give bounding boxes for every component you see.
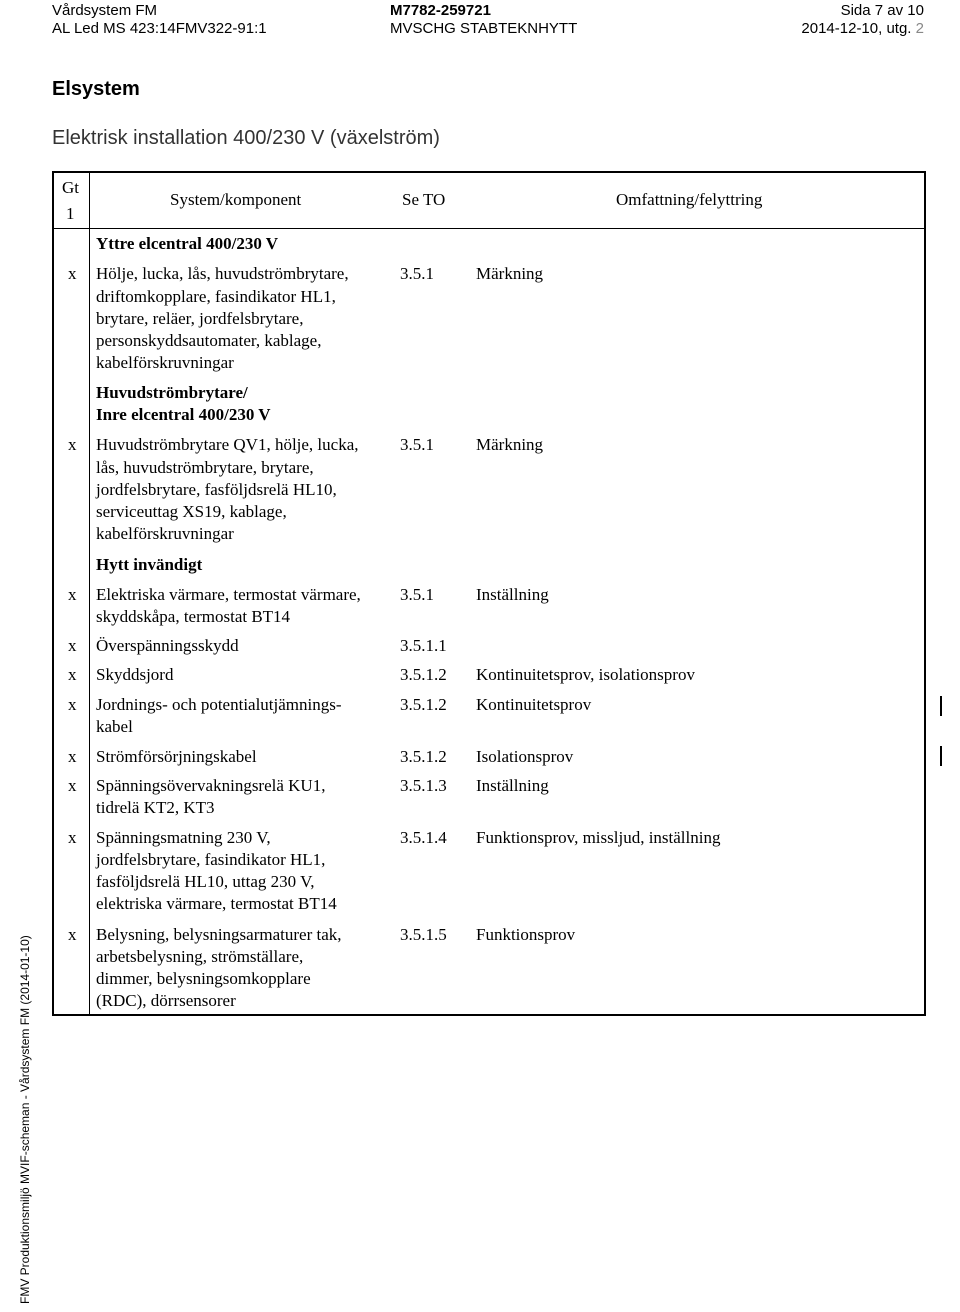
section-heading: Inre elcentral 400/230 V [96, 405, 271, 424]
revision-bar [940, 746, 942, 766]
section-heading: Huvudströmbrytare/ [96, 383, 248, 402]
column-header-gt: Gt [62, 178, 79, 197]
row-component: kabelförskruvningar [96, 353, 234, 372]
row-scope: Märkning [476, 435, 544, 454]
row-mark: x [68, 828, 77, 847]
row-to-reference: 3.5.1.5 [400, 925, 447, 944]
row-component: brytare, reläer, jordfelsbrytare, [96, 309, 304, 328]
sidebar-production-note: FMV Produktionsmiljö MVIF-scheman - Vårdsystem FM (2014-01-10) [18, 935, 32, 1304]
row-component: fasföljdsrelä HL10, uttag 230 V, [96, 872, 315, 891]
row-component: Spänningsövervakningsrelä KU1, [96, 776, 326, 795]
header-date-edition [801, 20, 924, 38]
row-component: (RDC), dörrsensorer [96, 991, 236, 1010]
column-header-scope: Omfattning/felyttring [616, 190, 763, 209]
row-scope: Inställning [476, 585, 549, 604]
row-component: serviceuttag XS19, kablage, [96, 502, 287, 521]
row-component: driftomkopplare, fasindikator HL1, [96, 287, 336, 306]
row-mark: x [68, 636, 77, 655]
row-scope: Märkning [476, 264, 544, 283]
row-scope: Funktionsprov, missljud, inställning [476, 828, 721, 847]
row-scope: Inställning [476, 776, 549, 795]
row-component: personskyddsautomater, kablage, [96, 331, 322, 350]
column-header-gt-number: 1 [66, 204, 75, 223]
row-component: skyddskåpa, termostat BT14 [96, 607, 291, 626]
row-to-reference: 3.5.1.2 [400, 665, 447, 684]
row-to-reference: 3.5.1 [400, 264, 434, 283]
row-component: jordfelsbrytare, fasindikator HL1, [96, 850, 326, 869]
row-to-reference: 3.5.1.2 [400, 695, 447, 714]
section-heading: Yttre elcentral 400/230 V [96, 234, 279, 253]
header-reference: AL Led MS 423:14FMV322-91:1 [52, 20, 267, 37]
row-component: tidrelä KT2, KT3 [96, 798, 215, 817]
row-scope: Kontinuitetsprov, isolationsprov [476, 665, 695, 684]
row-scope: Funktionsprov [476, 925, 576, 944]
row-mark: x [68, 925, 77, 944]
column-header-component: System/komponent [170, 190, 302, 209]
row-scope: Isolationsprov [476, 747, 574, 766]
row-component: kabelförskruvningar [96, 524, 234, 543]
row-component: lås, huvudströmbrytare, brytare, [96, 458, 314, 477]
row-component: Huvudströmbrytare QV1, hölje, lucka, [96, 435, 359, 454]
row-component: Jordnings- och potentialutjämnings- [96, 695, 342, 714]
header-system: Vårdsystem FM [52, 2, 158, 19]
row-mark: x [68, 665, 77, 684]
column-header-seto: Se TO [402, 190, 446, 209]
row-to-reference: 3.5.1 [400, 585, 434, 604]
row-component: elektriska värmare, termostat BT14 [96, 894, 337, 913]
row-component: Hölje, lucka, lås, huvudströmbrytare, [96, 264, 349, 283]
header-divider [54, 228, 924, 229]
row-mark: x [68, 264, 77, 283]
row-component: dimmer, belysningsomkopplare [96, 969, 311, 988]
row-component: jordfelsbrytare, fasföljdsrelä HL10, [96, 480, 337, 499]
header-vehicle: MVSCHG STABTEKNHYTT [390, 20, 578, 37]
row-component: Belysning, belysningsarmaturer tak, [96, 925, 342, 944]
row-mark: x [68, 747, 77, 766]
header-date: 2014-12-10, utg. [801, 20, 912, 37]
row-to-reference: 3.5.1.3 [400, 776, 447, 795]
row-to-reference: 3.5.1.4 [400, 828, 447, 847]
row-mark: x [68, 435, 77, 454]
row-mark: x [68, 695, 77, 714]
row-component: Spänningsmatning 230 V, [96, 828, 271, 847]
row-component: kabel [96, 717, 133, 736]
inspection-table [52, 171, 926, 1016]
row-to-reference: 3.5.1.1 [400, 636, 447, 655]
row-mark: x [68, 585, 77, 604]
row-to-reference: 3.5.1 [400, 435, 434, 454]
row-component: Skyddsjord [96, 665, 174, 684]
row-mark: x [68, 776, 77, 795]
row-component: Elektriska värmare, termostat värmare, [96, 585, 361, 604]
row-component: arbetsbelysning, strömställare, [96, 947, 304, 966]
row-component: Överspänningsskydd [96, 636, 239, 655]
page-title: Elsystem [52, 78, 140, 100]
row-component: Strömförsörjningskabel [96, 747, 257, 766]
revision-bar [940, 696, 942, 716]
page-subtitle: Elektrisk installation 400/230 V (växelström) [52, 127, 440, 149]
column-divider [89, 173, 90, 1014]
section-heading: Hytt invändigt [96, 555, 203, 574]
header-document-number: M7782-259721 [390, 2, 491, 19]
header-page-number: Sida 7 av 10 [840, 2, 924, 19]
row-to-reference: 3.5.1.2 [400, 747, 447, 766]
row-scope: Kontinuitetsprov [476, 695, 592, 714]
header-edition-number: 2 [915, 20, 924, 37]
